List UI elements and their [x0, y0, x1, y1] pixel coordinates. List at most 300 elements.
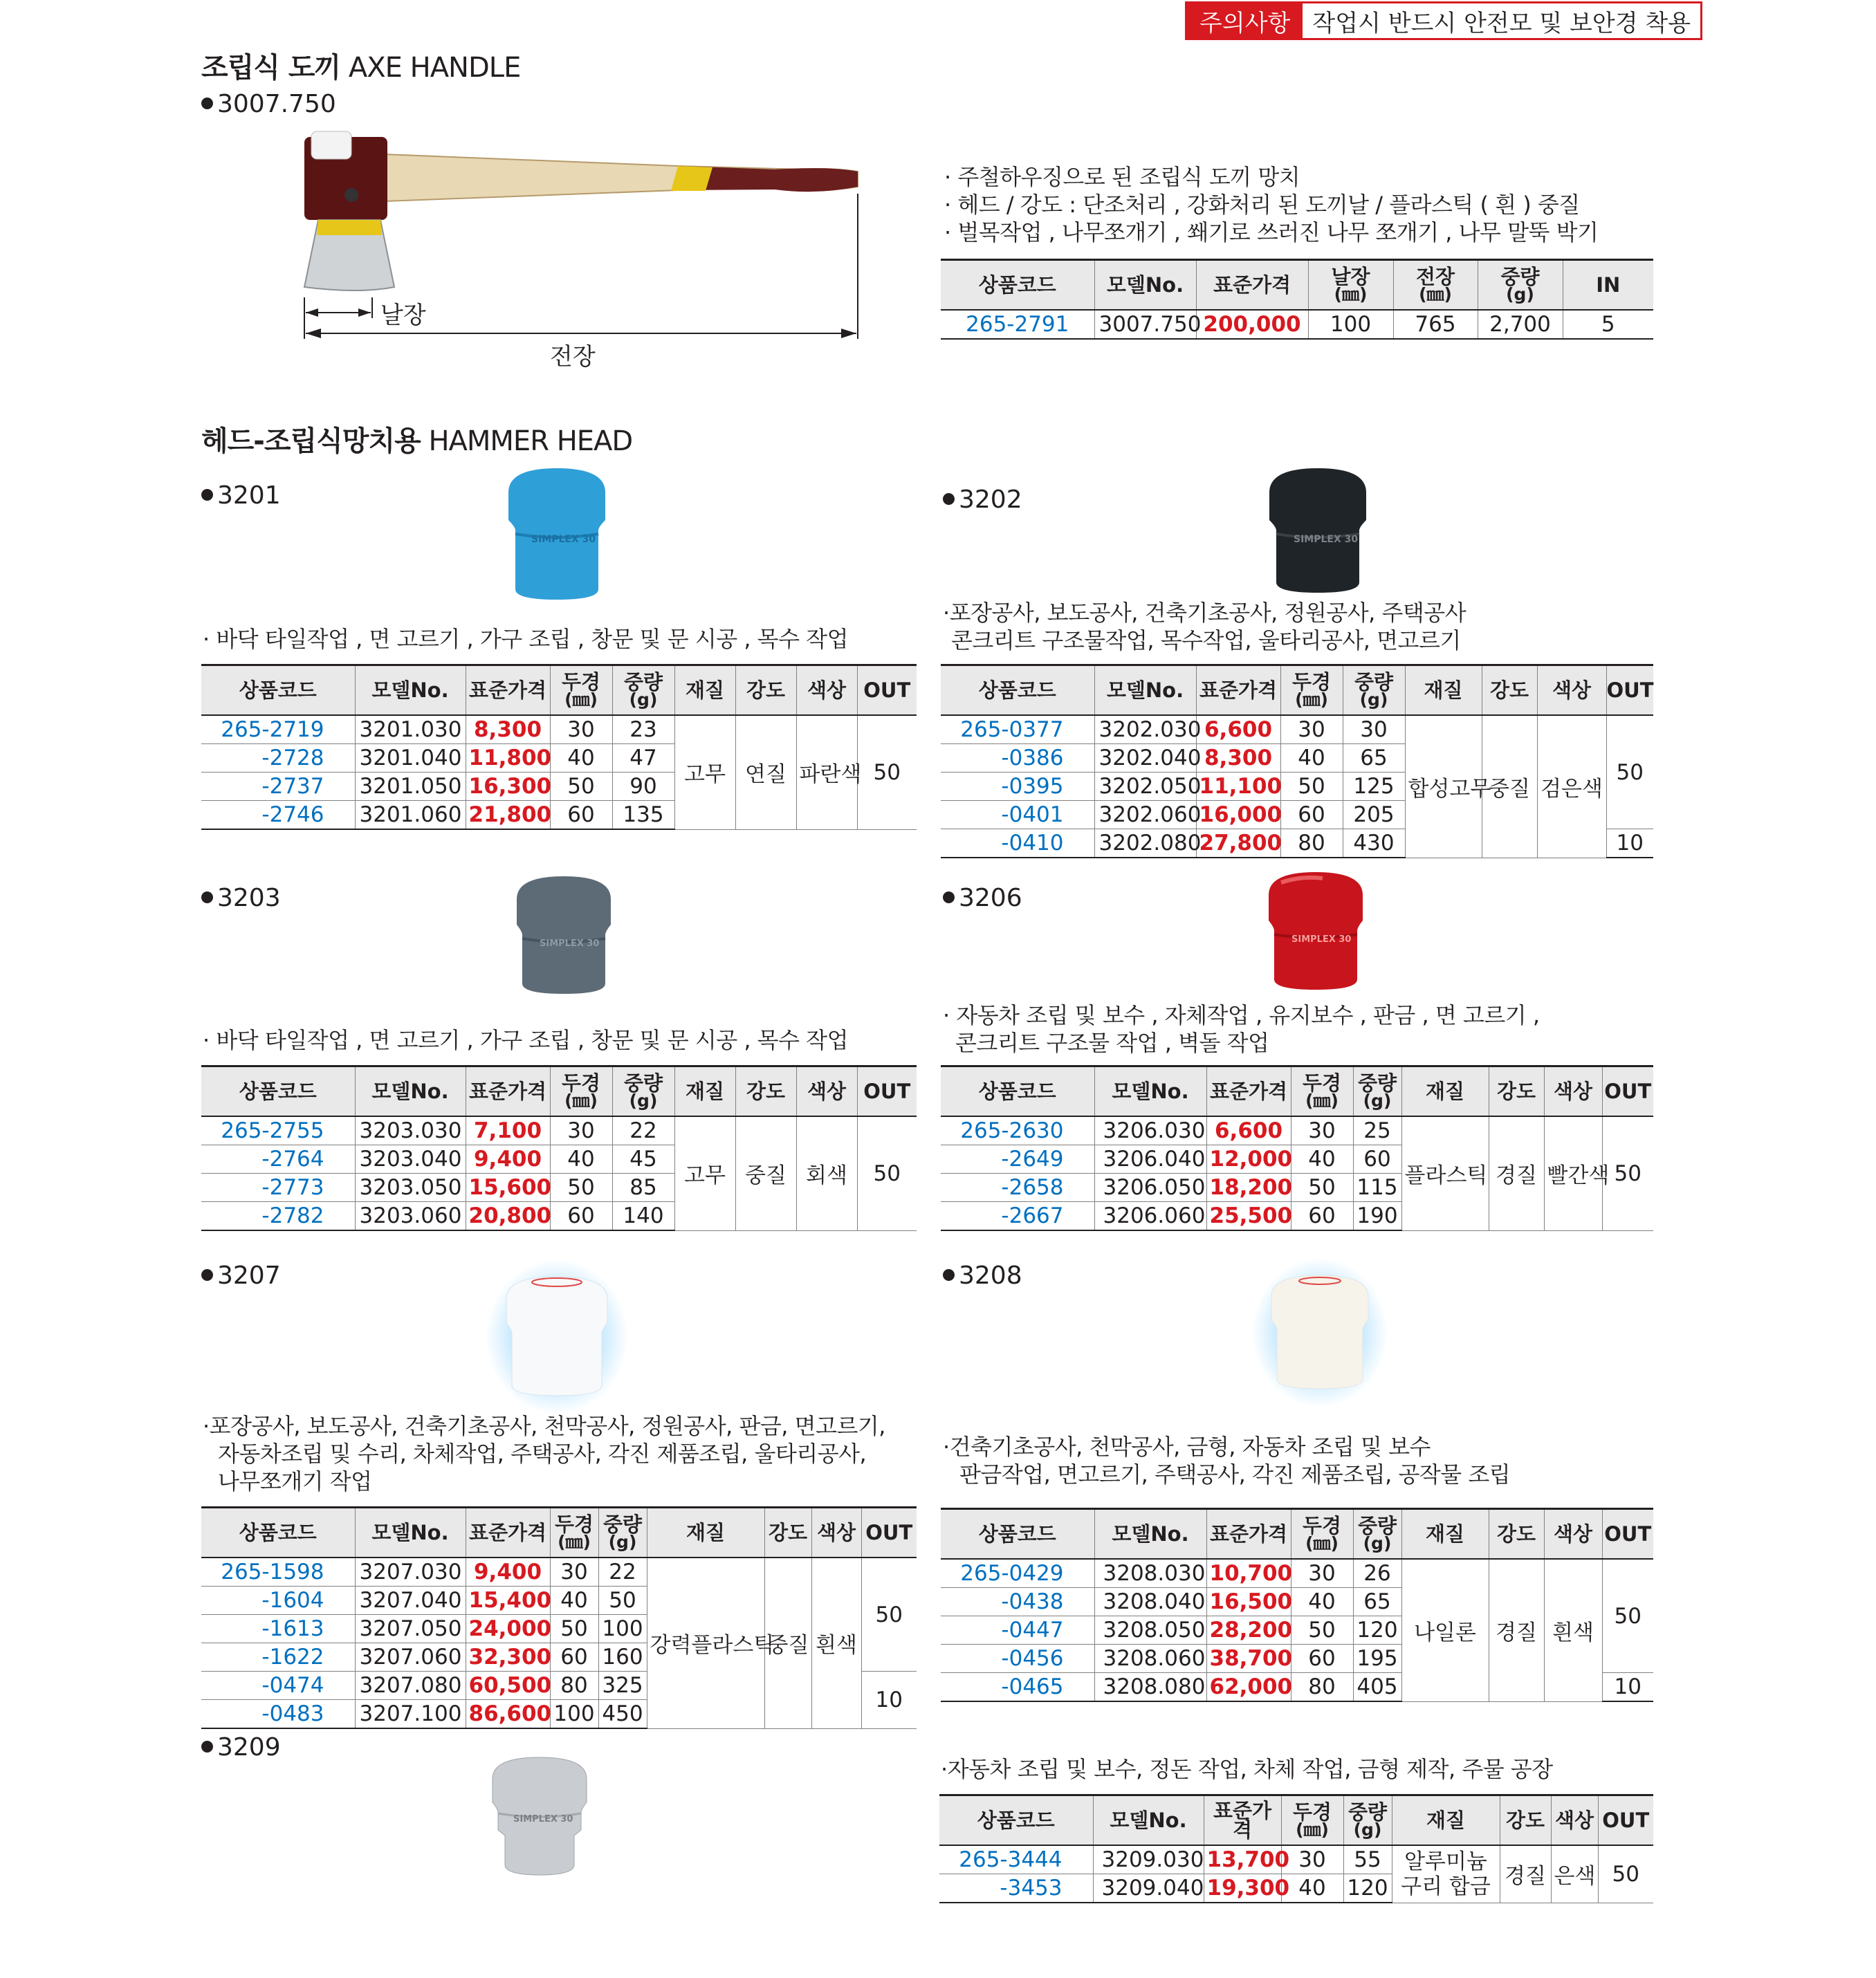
table-cell: 3201.030: [355, 715, 466, 744]
column-header: 강도: [1482, 665, 1537, 716]
desc-3207: [203, 1412, 885, 1495]
table-cell: 25,500: [1206, 1202, 1291, 1231]
table-cell: 플라스틱: [1401, 1116, 1489, 1230]
blade-length-label: 날장: [380, 302, 426, 329]
caution-badge: [1185, 1, 1702, 40]
table-cell: 50: [1291, 1174, 1353, 1202]
table-cell: 265-1598: [201, 1558, 355, 1587]
column-header: 색상: [796, 665, 857, 716]
table-cell: 고무: [674, 715, 735, 829]
column-header: 상품코드: [201, 1508, 355, 1558]
text-label: · 바닥 타일작업 , 면 고르기 , 가구 조립 , 창문 및 문 시공 , 목수 작업: [203, 1027, 848, 1053]
column-header: [1291, 1066, 1353, 1117]
text-label: 중량: [603, 1513, 643, 1536]
spec-table-3209: [939, 1794, 1653, 1903]
table-cell: 22: [598, 1558, 647, 1587]
table-cell: 12,000: [1206, 1145, 1291, 1174]
table-header-row: [941, 1066, 1653, 1117]
table-cell: 30: [550, 1558, 598, 1587]
table-row: [201, 715, 917, 744]
hammer-head-title-en: HAMMER HEAD: [428, 425, 633, 457]
text-label: (㎜): [1334, 284, 1368, 304]
table-cell: 5: [1563, 310, 1653, 339]
table-cell: 3202.060: [1094, 801, 1196, 829]
svg-text:SIMPLEX 30: SIMPLEX 30: [540, 939, 600, 949]
table-cell: 9,400: [466, 1558, 550, 1587]
table-cell: 중질: [1482, 715, 1537, 858]
column-header: 색상: [1551, 1795, 1598, 1846]
table-cell: 3203.060: [355, 1202, 466, 1231]
table-cell: -0438: [941, 1588, 1094, 1616]
text-label: 나무쪼개기 작업: [218, 1468, 372, 1495]
table-cell: 55: [1343, 1845, 1392, 1874]
table-cell: 405: [1353, 1673, 1401, 1702]
table-cell: -0447: [941, 1616, 1094, 1645]
column-header: 재질: [647, 1508, 764, 1558]
column-header: OUT: [857, 1066, 917, 1117]
column-header: [1343, 1795, 1392, 1846]
table-cell: 205: [1343, 801, 1405, 829]
column-header: 색상: [796, 1066, 857, 1117]
axe-title-en: AXE HANDLE: [348, 52, 521, 84]
model-3206-bullet: [943, 884, 1022, 912]
column-header: [1353, 1509, 1401, 1560]
text-label: 콘크리트 구조물 작업 , 벽돌 작업: [955, 1030, 1269, 1056]
text-label: 중량: [1348, 1800, 1388, 1824]
table-row: [201, 1116, 917, 1145]
column-header: [550, 665, 612, 716]
table-cell: [1392, 1845, 1500, 1903]
table-cell: 40: [1291, 1588, 1353, 1616]
axe-model-bullet: [201, 90, 336, 118]
table-cell: 3203.030: [355, 1116, 466, 1145]
table-cell: 200,000: [1196, 310, 1308, 339]
table-cell: -2782: [201, 1202, 355, 1231]
table-cell: 50: [857, 715, 917, 829]
column-header: [1343, 665, 1405, 716]
table-cell: 3209.040: [1093, 1874, 1204, 1903]
text-label: (g): [1363, 1533, 1392, 1553]
table-cell: 40: [1291, 1145, 1353, 1174]
table-cell: 11,100: [1196, 773, 1280, 801]
table-header-row: [201, 1508, 917, 1558]
table-cell: 3201.060: [355, 801, 466, 830]
table-cell: 빨간색: [1544, 1116, 1602, 1230]
table-cell: 은색: [1551, 1845, 1598, 1903]
text-label: 두경: [561, 1071, 601, 1095]
table-cell: 50: [550, 1615, 598, 1643]
table-header-row: [941, 1509, 1653, 1560]
table-cell: 30: [550, 715, 612, 744]
svg-text:SIMPLEX 30: SIMPLEX 30: [1291, 934, 1352, 945]
text-label: 두경: [1292, 1800, 1332, 1824]
table-cell: 60: [550, 1202, 612, 1231]
text-label: 콘크리트 구조물작업, 목수작업, 울타리공사, 면고르기: [951, 627, 1461, 654]
table-cell: 16,300: [466, 773, 550, 801]
table-cell: 60: [1353, 1145, 1401, 1174]
table-header-row: [941, 665, 1653, 716]
column-header: 강도: [735, 665, 796, 716]
table-cell: 6,600: [1206, 1116, 1291, 1145]
head-3201-image: [498, 465, 616, 603]
col-header-weight: [1478, 260, 1563, 311]
column-header: 상품코드: [941, 665, 1094, 716]
text-label: (㎜): [558, 1532, 591, 1552]
spec-table-3201: [201, 664, 917, 830]
text-label: (g): [1363, 1091, 1392, 1111]
model-3201-bullet: [201, 481, 281, 510]
column-header: 상품코드: [941, 1509, 1094, 1560]
table-cell: 25: [1353, 1116, 1401, 1145]
text-label: 3207: [217, 1261, 281, 1290]
table-cell: 3206.050: [1094, 1174, 1206, 1202]
table-cell: 50: [1280, 773, 1343, 801]
table-cell: 3208.080: [1094, 1673, 1206, 1702]
table-cell: 파란색: [796, 715, 857, 829]
text-label: 3209: [217, 1733, 281, 1762]
table-cell: 50: [1291, 1616, 1353, 1645]
table-cell: -0465: [941, 1673, 1094, 1702]
text-label: · 바닥 타일작업 , 면 고르기 , 가구 조립 , 창문 및 문 시공 , 목수 작업: [203, 626, 848, 652]
table-cell: 50: [1598, 1845, 1653, 1903]
table-header-row: [941, 260, 1653, 311]
table-cell: 3208.040: [1094, 1588, 1206, 1616]
column-header: 표준가격: [466, 665, 550, 716]
table-cell: 3206.040: [1094, 1145, 1206, 1174]
table-cell: 3202.030: [1094, 715, 1196, 744]
column-header: [1281, 1795, 1343, 1846]
column-header: [1291, 1509, 1353, 1560]
material-line-1: 알루미늄: [1404, 1849, 1487, 1874]
table-cell: 90: [612, 773, 674, 801]
hammer-head-section-title: [201, 419, 632, 459]
table-cell: 80: [550, 1672, 598, 1700]
table-cell: 85: [612, 1174, 674, 1202]
text-label: 두경: [1302, 1071, 1342, 1095]
table-cell: 27,800: [1196, 829, 1280, 858]
column-header: 표준가격: [1206, 1509, 1291, 1560]
table-cell: 나일론: [1401, 1559, 1489, 1701]
axe-spec-table: [941, 259, 1653, 340]
desc-3206: [943, 1001, 1540, 1057]
table-cell: 2,700: [1478, 310, 1563, 339]
text-label: (㎜): [1305, 1533, 1339, 1553]
table-header-row: [201, 1066, 917, 1117]
text-label: (㎜): [564, 1091, 598, 1111]
table-cell: 연질: [735, 715, 796, 829]
model-3203-bullet: [201, 884, 281, 912]
column-header: 색상: [1544, 1509, 1602, 1560]
column-header: 강도: [735, 1066, 796, 1117]
table-cell: 265-0429: [941, 1559, 1094, 1588]
table-cell: 47: [612, 744, 674, 773]
table-cell: 115: [1353, 1174, 1401, 1202]
text-label: (g): [1506, 284, 1534, 304]
col-header-price: 표준가격: [1196, 260, 1308, 311]
table-cell: 265-0377: [941, 715, 1094, 744]
column-header: 상품코드: [201, 1066, 355, 1117]
table-cell: -2667: [941, 1202, 1094, 1231]
table-cell: 30: [1343, 715, 1405, 744]
table-cell: -1604: [201, 1587, 355, 1615]
table-cell: 100: [550, 1700, 598, 1729]
table-cell: 흰색: [811, 1558, 861, 1728]
column-header: 표준가격: [466, 1508, 550, 1558]
column-header: OUT: [861, 1508, 917, 1558]
table-cell: 3202.080: [1094, 829, 1196, 858]
text-label: 두경: [554, 1513, 594, 1536]
spec-table-3202: [941, 664, 1653, 858]
column-header: 표준가격: [466, 1066, 550, 1117]
table-cell: 검은색: [1537, 715, 1606, 858]
column-header: 모델No.: [355, 1508, 466, 1558]
table-cell: 20,800: [466, 1202, 550, 1231]
table-cell: 강력플라스틱: [647, 1558, 764, 1728]
desc-3209: [941, 1755, 1553, 1783]
table-cell: -2737: [201, 773, 355, 801]
table-cell: 3201.040: [355, 744, 466, 773]
text-label: ·자동차 조립 및 보수, 정돈 작업, 차체 작업, 금형 제작, 주물 공장: [941, 1756, 1553, 1782]
column-header: [598, 1508, 647, 1558]
column-header: 색상: [1537, 665, 1606, 716]
axe-desc-line: · 주철하우징으로 된 조립식 도끼 망치: [944, 164, 1300, 190]
svg-text:SIMPLEX 30: SIMPLEX 30: [531, 534, 596, 545]
table-row: [201, 1558, 917, 1587]
table-cell: 50: [550, 1174, 612, 1202]
table-cell: -0401: [941, 801, 1094, 829]
table-cell: 40: [1281, 1874, 1343, 1903]
table-cell: 32,300: [466, 1643, 550, 1672]
column-header: 강도: [764, 1508, 811, 1558]
table-row: [941, 1559, 1653, 1588]
table-row: [939, 1845, 1653, 1874]
svg-text:SIMPLEX 30: SIMPLEX 30: [513, 1814, 573, 1824]
table-cell: 3207.060: [355, 1643, 466, 1672]
column-header: 모델No.: [355, 1066, 466, 1117]
desc-3208: [943, 1433, 1510, 1488]
table-cell: 30: [1280, 715, 1343, 744]
svg-text:SIMPLEX 30: SIMPLEX 30: [1294, 534, 1359, 545]
table-cell: -2746: [201, 801, 355, 830]
table-cell: 3203.040: [355, 1145, 466, 1174]
column-header: OUT: [1602, 1066, 1653, 1117]
text-label: 3203: [217, 884, 281, 912]
column-header: [550, 1066, 612, 1117]
text-label: 중량: [1357, 1514, 1397, 1537]
head-3202-image: [1259, 465, 1377, 596]
table-cell: 65: [1353, 1588, 1401, 1616]
desc-3203: [203, 1026, 848, 1054]
table-cell: 120: [1343, 1874, 1392, 1903]
table-cell: 86,600: [466, 1700, 550, 1729]
text-label: 날장: [1331, 265, 1370, 288]
column-header: 상품코드: [941, 1066, 1094, 1117]
column-header: OUT: [857, 665, 917, 716]
table-cell: 62,000: [1206, 1673, 1291, 1702]
table-cell: 경질: [1489, 1116, 1544, 1230]
table-cell: 40: [550, 1145, 612, 1174]
table-cell: 16,500: [1206, 1588, 1291, 1616]
table-row: [941, 1116, 1653, 1145]
text-label: 3202: [959, 486, 1022, 514]
table-cell: 60: [1291, 1202, 1353, 1231]
column-header: 재질: [1401, 1066, 1489, 1117]
table-cell: 28,200: [1206, 1616, 1291, 1645]
table-cell: 50: [1602, 1116, 1653, 1230]
column-header: [550, 1508, 598, 1558]
column-header: 색상: [1544, 1066, 1602, 1117]
column-header: [612, 665, 674, 716]
table-cell: -2764: [201, 1145, 355, 1174]
material-line-2: 구리 합금: [1401, 1874, 1491, 1899]
table-cell: 265-2630: [941, 1116, 1094, 1145]
table-cell: 50: [598, 1587, 647, 1615]
text-label: ·포장공사, 보도공사, 건축기초공사, 정원공사, 주택공사: [943, 600, 1466, 626]
axe-desc-line: · 헤드 / 강도 : 단조처리 , 강화처리 된 도끼날 / 플라스틱 ( 흰 ) 중질: [944, 192, 1580, 218]
column-header: 강도: [1500, 1795, 1551, 1846]
column-header: 모델No.: [355, 665, 466, 716]
table-cell: 24,000: [466, 1615, 550, 1643]
text-label: (㎜): [1296, 1820, 1329, 1840]
table-cell: 50: [857, 1116, 917, 1230]
table-cell: 65: [1343, 744, 1405, 773]
desc-3201: [203, 625, 848, 653]
table-cell: 765: [1393, 310, 1478, 339]
table-cell: 3207.050: [355, 1615, 466, 1643]
table-cell: 3208.030: [1094, 1559, 1206, 1588]
text-label: 전장: [1415, 265, 1455, 288]
table-cell: 100: [1308, 310, 1393, 339]
column-header: [612, 1066, 674, 1117]
column-header: 재질: [1405, 665, 1482, 716]
column-header: 강도: [1489, 1066, 1544, 1117]
table-cell: 80: [1280, 829, 1343, 858]
table-cell: 265-2719: [201, 715, 355, 744]
table-cell: 회색: [796, 1116, 857, 1230]
column-header: 재질: [674, 1066, 735, 1117]
head-3208-image: [1251, 1256, 1389, 1409]
text-label: 중량: [1354, 670, 1394, 694]
col-header-in: IN: [1563, 260, 1653, 311]
table-cell: 3207.030: [355, 1558, 466, 1587]
table-cell: 430: [1343, 829, 1405, 858]
spec-table-3207: [201, 1506, 917, 1729]
table-cell: -1622: [201, 1643, 355, 1672]
table-cell: 6,600: [1196, 715, 1280, 744]
text-label: ·포장공사, 보도공사, 건축기초공사, 천막공사, 정원공사, 판금, 면고르기,: [203, 1413, 885, 1439]
column-header: [1280, 665, 1343, 716]
table-cell: 265-2791: [941, 310, 1094, 339]
table-cell: -0386: [941, 744, 1094, 773]
column-header: 상품코드: [201, 665, 355, 716]
desc-3202: [943, 599, 1466, 654]
table-cell: 3207.080: [355, 1672, 466, 1700]
table-cell: 3206.030: [1094, 1116, 1206, 1145]
column-header: OUT: [1606, 665, 1653, 716]
table-cell: 450: [598, 1700, 647, 1729]
col-header-code: 상품코드: [941, 260, 1094, 311]
spec-table-3203: [201, 1065, 917, 1231]
table-cell: -3453: [939, 1874, 1093, 1903]
text-label: (g): [629, 690, 658, 710]
caution-text: 작업시 반드시 안전모 및 보안경 착용: [1303, 3, 1700, 38]
text-label: 중량: [623, 1071, 663, 1095]
table-cell: 125: [1343, 773, 1405, 801]
text-label: 중량: [1357, 1071, 1397, 1095]
axe-model: 3007.750: [217, 90, 336, 118]
table-cell: 60: [1280, 801, 1343, 829]
column-header: OUT: [1598, 1795, 1653, 1846]
table-cell: 100: [598, 1615, 647, 1643]
text-label: (g): [1359, 690, 1388, 710]
table-cell: 15,600: [466, 1174, 550, 1202]
table-cell: 60: [550, 801, 612, 830]
text-label: 중량: [1500, 265, 1540, 288]
column-header: 모델No.: [1094, 665, 1196, 716]
text-label: 중량: [623, 670, 663, 694]
text-label: (㎜): [564, 690, 598, 710]
head-3209-image: [484, 1754, 595, 1878]
text-label: (㎜): [1419, 284, 1452, 304]
table-cell: 11,800: [466, 744, 550, 773]
table-cell: 경질: [1500, 1845, 1551, 1903]
text-label: 자동차조립 및 수리, 차체작업, 주택공사, 각진 제품조립, 울타리공사,: [218, 1441, 867, 1467]
table-cell: 135: [612, 801, 674, 830]
column-header: 모델No.: [1093, 1795, 1204, 1846]
col-header-blade: [1308, 260, 1393, 311]
table-cell: 195: [1353, 1645, 1401, 1673]
column-header: 표준가격: [1204, 1795, 1281, 1846]
table-cell: 3007.750: [1094, 310, 1196, 339]
table-cell: -2773: [201, 1174, 355, 1202]
table-row: [941, 715, 1653, 744]
table-cell: 38,700: [1206, 1645, 1291, 1673]
text-label: 두경: [561, 670, 601, 694]
table-cell: 50: [1606, 715, 1653, 829]
table-cell: -0456: [941, 1645, 1094, 1673]
text-label: 판금작업, 면고르기, 주택공사, 각진 제품조립, 공작물 조립: [959, 1461, 1511, 1488]
table-cell: -2658: [941, 1174, 1094, 1202]
text-label: (㎜): [1305, 1091, 1339, 1111]
total-length-label: 전장: [550, 343, 596, 371]
table-cell: 13,700: [1204, 1845, 1281, 1874]
table-cell: 고무: [674, 1116, 735, 1230]
table-cell: 60,500: [466, 1672, 550, 1700]
table-cell: 3202.050: [1094, 773, 1196, 801]
column-header: 모델No.: [1094, 1509, 1206, 1560]
table-cell: 10: [1602, 1673, 1653, 1702]
text-label: (g): [629, 1091, 658, 1111]
table-header-row: [201, 665, 917, 716]
spec-table-3208: [941, 1508, 1653, 1702]
hammer-head-title-ko: 헤드-조립식망치용: [201, 425, 421, 457]
table-cell: 8,300: [466, 715, 550, 744]
table-cell: 경질: [1489, 1559, 1544, 1701]
table-cell: 3206.060: [1094, 1202, 1206, 1231]
table-cell: 3203.050: [355, 1174, 466, 1202]
table-cell: -2728: [201, 744, 355, 773]
table-cell: 160: [598, 1643, 647, 1672]
table-cell: -0410: [941, 829, 1094, 858]
text-label: (㎜): [1295, 690, 1328, 710]
column-header: 색상: [811, 1508, 861, 1558]
text-label: 3208: [959, 1261, 1022, 1290]
axe-section-title: [201, 46, 520, 85]
table-cell: 80: [1291, 1673, 1353, 1702]
column-header: 재질: [1392, 1795, 1500, 1846]
model-3202-bullet: [943, 486, 1022, 514]
axe-title-ko: 조립식 도끼: [201, 52, 341, 84]
